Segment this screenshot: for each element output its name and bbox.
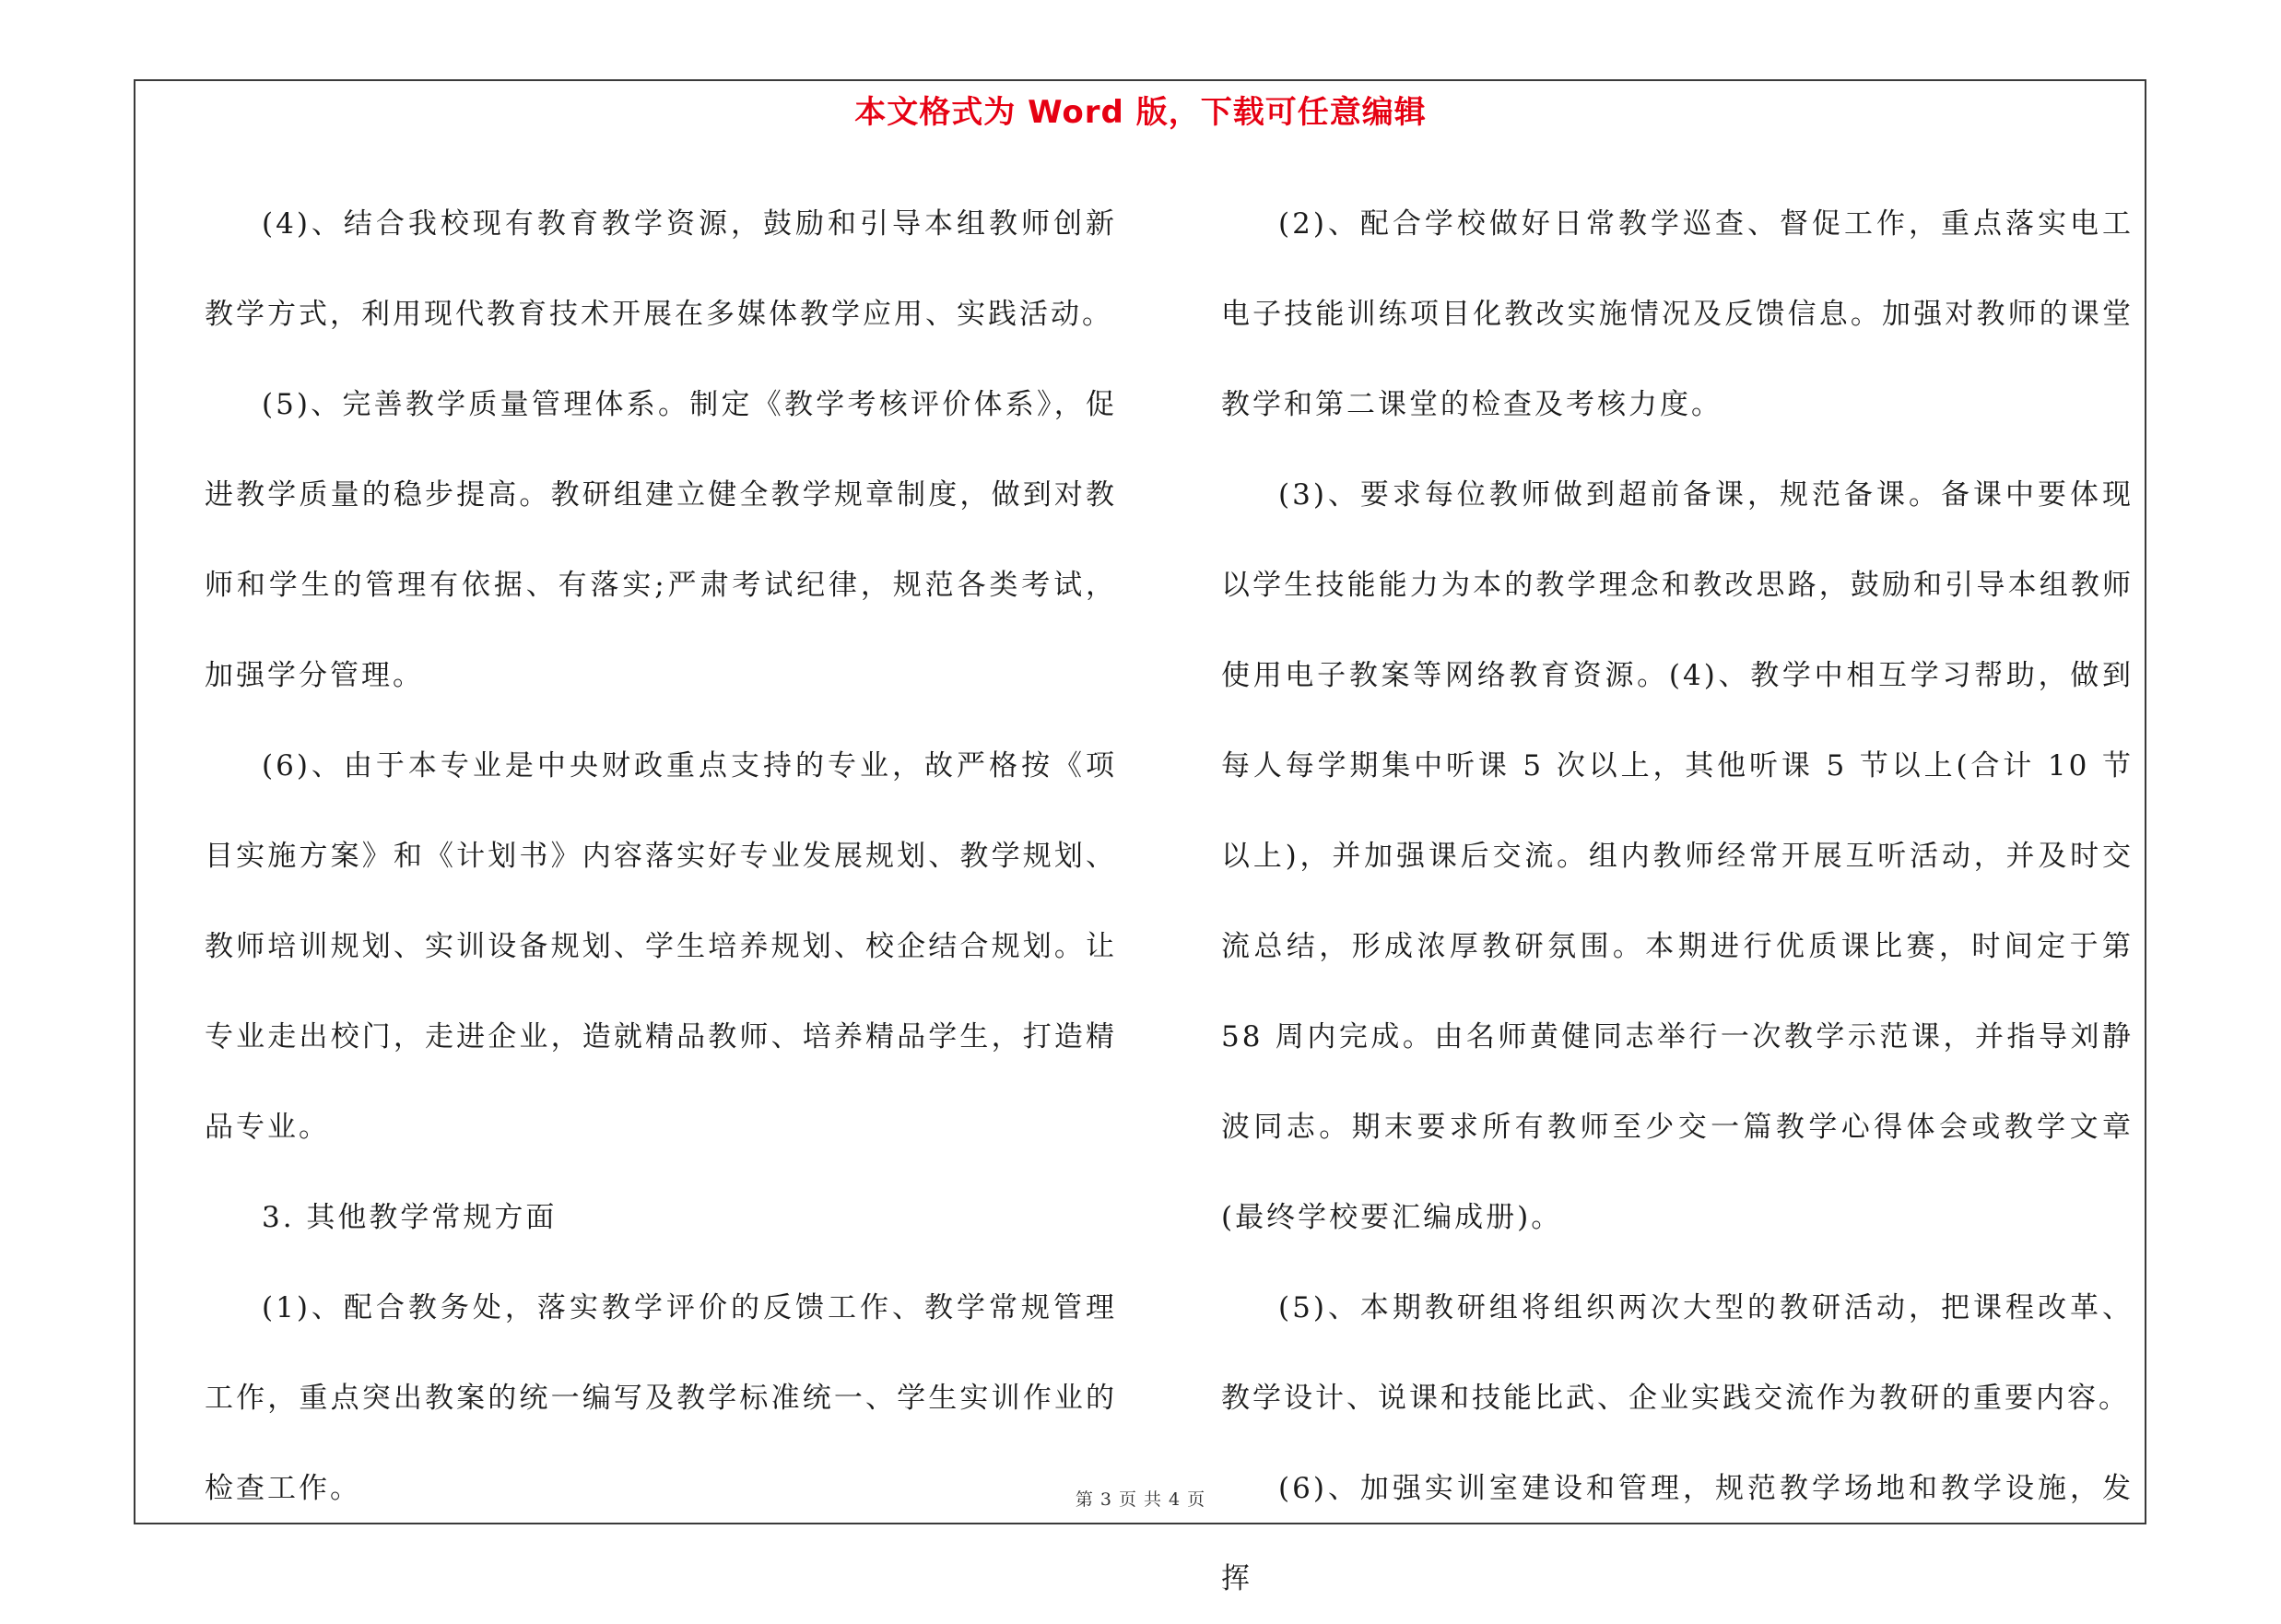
paragraph-4-teaching-methods: (4)、结合我校现有教育教学资源，鼓励和引导本组教师创新教学方式，利用现代教育技术开展在多媒体教学应用、实践活动。	[205, 207, 1117, 331]
paragraph-5-quality-system: (5)、完善教学质量管理体系。制定《教学考核评价体系》，促进教学质量的稳步提高。教研组建立健全教学规章制度，做到对教师和学生的管理有依据、有落实;严肃考试纪律，规范各类考试，加强学分管理。	[205, 388, 1117, 692]
paragraph-1-evaluation-feedback: (1)、配合教务处，落实教学评价的反馈工作、教学常规管理工作，重点突出教案的统一编写及教学标准统一、学生实训作业的检查工作。	[205, 1291, 1117, 1505]
paragraph-5-research-activities: (5)、本期教研组将组织两次大型的教研活动，把课程改革、教学设计、说课和技能比武、企业实践交流作为教研的重要内容。	[1221, 1291, 2134, 1415]
page-number-footer: 第 3 页 共 4 页	[1075, 1489, 1206, 1510]
section-heading-other-routines: 3. 其他教学常规方面	[262, 1201, 558, 1234]
paragraph-3-lesson-preparation: (3)、要求每位教师做到超前备课，规范备课。备课中要体现以学生技能能力为本的教学理念和教改思路，鼓励和引导本组教师使用电子教案等网络教育资源。(4)、教学中相互学习帮助，做到每人每学期集中听课 5 次以上，其他听课 5 节以上(合计 10 节以上)，并加强课后交流。组内教师经常开展互听活动，并及时交流总结，形成浓厚教研氛围。本期进行优质课比赛，时间定于第 58 周内完成。由名师黄健同志举行一次教学示范课，并指导刘静波同志。期末要求所有教师至少交一篇教学心得体会或教学文章(最终学校要汇编成册)。	[1221, 478, 2134, 1234]
right-column	[1221, 179, 2134, 1624]
paragraph-2-inspection: (2)、配合学校做好日常教学巡查、督促工作，重点落实电工电子技能训练项目化教改实施情况及反馈信息。加强对教师的课堂教学和第二课堂的检查及考核力度。	[1221, 207, 2134, 421]
format-notice-banner: 本文格式为 Word 版，下载可任意编辑	[854, 94, 1427, 131]
paragraph-6-training-rooms: (6)、加强实训室建设和管理，规范教学场地和教学设施，发挥	[1221, 1472, 2134, 1595]
left-column	[205, 179, 1117, 1534]
paragraph-6-project-plan: (6)、由于本专业是中央财政重点支持的专业，故严格按《项目实施方案》和《计划书》内容落实好专业发展规划、教学规划、教师培训规划、实训设备规划、学生培养规划、校企结合规划。让专业走出校门，走进企业，造就精品教师、培养精品学生，打造精品专业。	[205, 749, 1117, 1144]
